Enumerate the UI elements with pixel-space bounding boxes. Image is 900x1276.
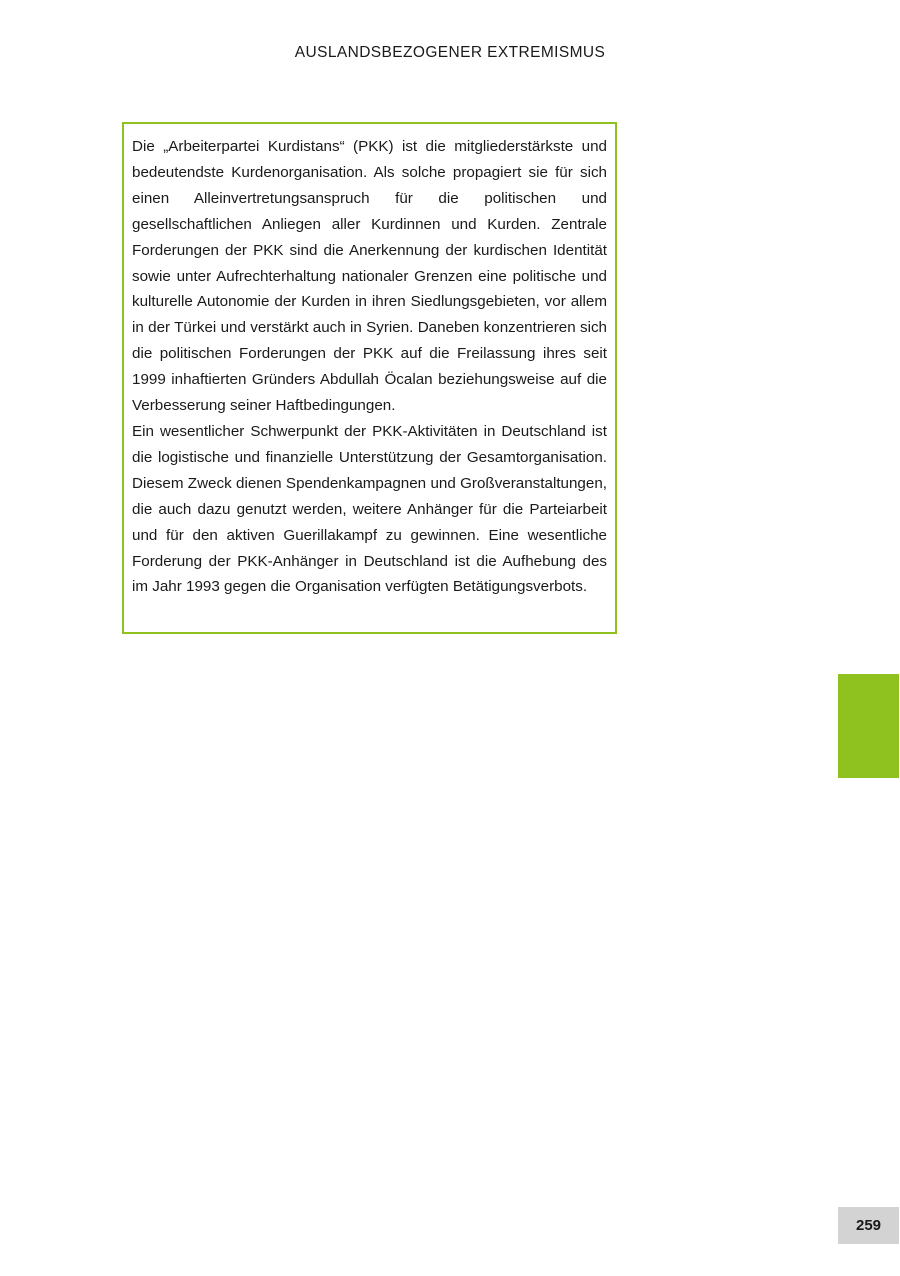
- info-paragraph-pkk-germany: Ein wesentlicher Schwerpunkt der PKK-Aktivitäten in Deutschland ist die logistische und finanzielle Unterstützung der Gesamtorganisation. Diesem Zweck dienen Spendenkampagnen und Großveranstaltungen, die auch dazu genutzt werden, weitere Anhänger für die Parteiarbeit und für den aktiven Guerillakampf zu gewinnen. Eine wesentliche Forderung der PKK-Anhänger in Deutschland ist die Aufhebung des im Jahr 1993 gegen die Organisation verfügten Betätigungsverbots.: [132, 422, 607, 596]
- info-box: [122, 122, 617, 634]
- running-header: AUSLANDSBEZOGENER EXTREMISMUS: [294, 44, 606, 61]
- page-number: 259: [838, 1207, 899, 1244]
- info-paragraph-pkk-overview: Die „Arbeiterpartei Kurdistans“ (PKK) ist die mitgliederstärkste und bedeutendste Kurdenorganisation. Als solche propagiert sie für sich einen Alleinvertretungsanspruch für die politischen und gesellschaftlichen Anliegen aller Kurdinnen und Kurden. Zentrale Forderungen der PKK sind die Anerkennung der kurdischen Identität sowie unter Aufrechterhaltung nationaler Grenzen eine politische und kulturelle Autonomie der Kurden in ihren Siedlungsgebieten, vor allem in der Türkei und verstärkt auch in Syrien. Daneben konzentrieren sich die politischen Forderungen der PKK auf die Freilassung ihres seit 1999 inhaftierten Gründers Abdullah Öcalan beziehungsweise auf die Verbesserung seiner Haftbedingungen.: [132, 138, 607, 415]
- chapter-tab-marker: [838, 674, 899, 778]
